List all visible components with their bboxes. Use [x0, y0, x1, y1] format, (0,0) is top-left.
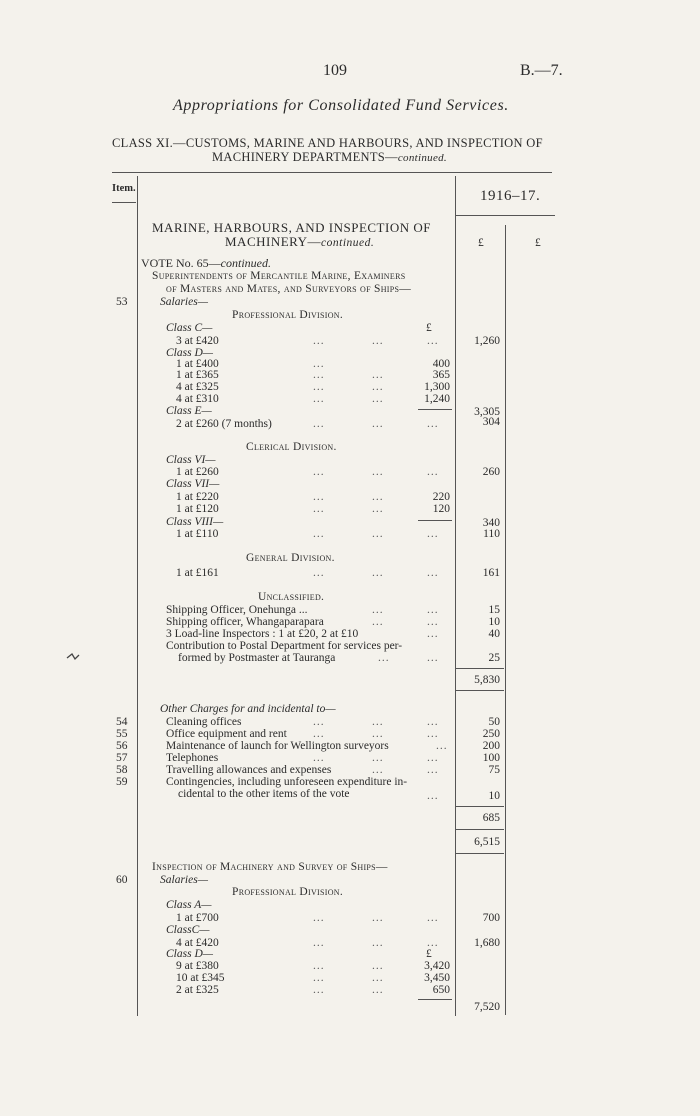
dots: ... — [372, 604, 384, 616]
item-number-53: 53 — [116, 296, 128, 308]
dots: ... — [313, 567, 325, 579]
dots: ... — [313, 912, 325, 924]
class-heading-main: MACHINERY DEPARTMENTS— — [212, 150, 398, 164]
other-charge-amount: 250 — [482, 728, 500, 740]
dots: ... — [372, 616, 384, 628]
class-d-amount: 3,420 — [424, 960, 450, 972]
class-c-amount: 1,680 — [474, 937, 500, 949]
dots: ... — [427, 418, 439, 430]
dots: ... — [313, 752, 325, 764]
professional-division-heading: Professional Division. — [232, 309, 344, 321]
unclassified-amount: 25 — [488, 652, 500, 664]
dots: ... — [427, 937, 439, 949]
dots: ... — [372, 381, 384, 393]
dots: ... — [427, 628, 439, 640]
dots: ... — [427, 567, 439, 579]
subtotal-rule — [418, 409, 452, 410]
section-title-line2 — [225, 234, 374, 250]
class-e-amount: 304 — [482, 416, 500, 428]
class-a-label: Class A— — [166, 899, 212, 911]
class-d-amount: 650 — [432, 984, 450, 996]
dots: ... — [313, 491, 325, 503]
class-d-row: 1 at £400 — [176, 358, 219, 370]
dots: ... — [313, 381, 325, 393]
dots: ... — [313, 984, 325, 996]
class-d-label: Class D— — [166, 948, 213, 960]
vote-total: 6,515 — [474, 836, 500, 848]
other-charges-heading: Other Charges for and incidental to— — [160, 703, 336, 715]
class-vi-row: 1 at £260 — [176, 466, 219, 478]
unclassified-amount: 10 — [488, 616, 500, 628]
salaries-label: Salaries— — [160, 296, 208, 308]
dots: ... — [372, 912, 384, 924]
class-e-row: 2 at £260 (7 months) — [176, 418, 272, 430]
unclassified-row-continuation: formed by Postmaster at Tauranga — [178, 652, 336, 664]
section-title-main: MACHINERY— — [225, 234, 322, 249]
dots: ... — [427, 764, 439, 776]
dots: ... — [372, 567, 384, 579]
dots: ... — [427, 528, 439, 540]
class-d-row: 10 at £345 — [176, 972, 225, 984]
vote-continued: continued. — [220, 256, 271, 270]
other-charge-row: Contingencies, including unforeseen expenditure in- — [166, 776, 408, 788]
dots: ... — [313, 503, 325, 515]
dots: ... — [313, 418, 325, 430]
dots: ... — [427, 790, 439, 802]
dots: ... — [313, 393, 325, 405]
dots: ... — [427, 652, 439, 664]
class-heading-line2 — [212, 150, 447, 165]
dots: ... — [313, 728, 325, 740]
other-charge-row: Office equipment and rent — [166, 728, 287, 740]
item-column-header: Item. — [112, 183, 136, 194]
total-rule — [456, 806, 504, 807]
subsection-heading-line1: Superintendents of Mercantile Marine, Examiners — [152, 270, 406, 282]
page-title: Appropriations for Consolidated Fund Services. — [173, 97, 509, 114]
vote-heading — [141, 256, 271, 271]
unclassified-row: Shipping Officer, Onehunga ... — [166, 604, 308, 616]
class-c-label: Class C— — [166, 322, 213, 334]
class-heading-line1: CLASS XI.—CUSTOMS, MARINE AND HARBOURS, AND INSPECTION OF — [112, 136, 543, 150]
dots: ... — [313, 358, 325, 370]
item-number-59: 59 — [116, 776, 128, 788]
dots: ... — [313, 972, 325, 984]
unclassified-row: Shipping officer, Whangaparapara — [166, 616, 324, 628]
clerical-division-heading: Clerical Division. — [246, 441, 337, 453]
class-vii-row: 1 at £220 — [176, 491, 219, 503]
margin-mark-icon — [66, 652, 80, 662]
class-a-amount: 700 — [482, 912, 500, 924]
total-rule — [456, 690, 504, 691]
class-d-row: 2 at £325 — [176, 984, 219, 996]
pound-header-1: £ — [478, 237, 484, 249]
dots: ... — [372, 972, 384, 984]
other-charge-amount: 200 — [482, 740, 500, 752]
class-a-row: 1 at £700 — [176, 912, 219, 924]
subsection-heading-line2: of Masters and Mates, and Surveyors of Ships— — [166, 283, 412, 295]
other-charge-amount: 50 — [488, 716, 500, 728]
dots: ... — [372, 937, 384, 949]
dots: ... — [313, 335, 325, 347]
section-title-line1: MARINE, HARBOURS, AND INSPECTION OF — [152, 220, 431, 235]
class-d-amount: 1,300 — [424, 381, 450, 393]
unclassified-row: 3 Load-line Inspectors : 1 at £20, 2 at £10 — [166, 628, 359, 640]
dots: ... — [372, 491, 384, 503]
general-division-amount: 161 — [482, 567, 500, 579]
dots: ... — [372, 418, 384, 430]
amount-column-rule-left — [455, 176, 456, 1016]
item-number: 57 — [116, 752, 128, 764]
dots: ... — [372, 503, 384, 515]
dots: ... — [372, 752, 384, 764]
other-charges-total: 685 — [482, 812, 500, 824]
class-d-amount: 400 — [432, 358, 450, 370]
general-division-heading: General Division. — [246, 552, 335, 564]
dots: ... — [372, 528, 384, 540]
other-charge-amount: 75 — [488, 764, 500, 776]
class-vii-label: Class VII— — [166, 478, 220, 490]
dots: ... — [372, 960, 384, 972]
dots: ... — [427, 728, 439, 740]
dots: ... — [313, 960, 325, 972]
dots: ... — [427, 616, 439, 628]
item-number: 56 — [116, 740, 128, 752]
dots: ... — [427, 466, 439, 478]
total-rule — [456, 829, 504, 830]
class-d-amount: 3,450 — [424, 972, 450, 984]
subtotal-rule — [418, 520, 452, 521]
item-number: 55 — [116, 728, 128, 740]
amount-column-rule-mid — [505, 225, 506, 1015]
dots: ... — [313, 716, 325, 728]
professional-division-heading: Professional Division. — [232, 886, 344, 898]
page-number: 109 — [323, 62, 347, 79]
dots: ... — [436, 740, 448, 752]
class-vi-label: Class VI— — [166, 454, 216, 466]
class-d-row: 4 at £325 — [176, 381, 219, 393]
class-c-amount: 1,260 — [474, 335, 500, 347]
dots: ... — [378, 652, 390, 664]
other-charge-amount: 100 — [482, 752, 500, 764]
pound-header-2: £ — [535, 237, 541, 249]
other-charge-row: Cleaning offices — [166, 716, 242, 728]
dots: ... — [372, 335, 384, 347]
dots: ... — [372, 764, 384, 776]
item-number: 54 — [116, 716, 128, 728]
unclassified-amount: 40 — [488, 628, 500, 640]
dots: ... — [372, 716, 384, 728]
other-charge-amount: 10 — [488, 790, 500, 802]
dots: ... — [372, 393, 384, 405]
dots: ... — [313, 369, 325, 381]
class-c-row: 4 at £420 — [176, 937, 219, 949]
dots: ... — [372, 466, 384, 478]
dots: ... — [372, 984, 384, 996]
dots: ... — [372, 728, 384, 740]
class-d-total: 3,305 — [474, 406, 500, 418]
class-vii-amount: 220 — [432, 491, 450, 503]
item-header-rule — [112, 202, 136, 203]
dots: ... — [427, 752, 439, 764]
item-column-rule — [137, 176, 138, 1016]
unclassified-row: Contribution to Postal Department for services per- — [166, 640, 403, 652]
class-d-amount: 1,240 — [424, 393, 450, 405]
year-header-rule — [455, 215, 555, 216]
dots: ... — [427, 716, 439, 728]
class-viii-amount: 110 — [483, 528, 500, 540]
document-reference: B.—7. — [520, 62, 563, 79]
item-number: 58 — [116, 764, 128, 776]
inspection-heading: Inspection of Machinery and Survey of Ships— — [152, 861, 388, 873]
class-e-label: Class E— — [166, 405, 212, 417]
other-charge-row: Travelling allowances and expenses — [166, 764, 332, 776]
class-vi-amount: 260 — [482, 466, 500, 478]
class-vii-amount: 120 — [432, 503, 450, 515]
class-d-row: 4 at £310 — [176, 393, 219, 405]
dots: ... — [372, 369, 384, 381]
total-rule — [456, 853, 504, 854]
inner-pound-sign: £ — [426, 948, 432, 960]
class-d-amount: 365 — [432, 369, 450, 381]
class-c-row: 3 at £420 — [176, 335, 219, 347]
class-d-row: 1 at £365 — [176, 369, 219, 381]
class-viii-row: 1 at £110 — [176, 528, 219, 540]
salaries-total: 5,830 — [474, 674, 500, 686]
unclassified-heading: Unclassified. — [258, 591, 325, 603]
section-title-continued: continued. — [321, 237, 375, 249]
class-vii-row: 1 at £120 — [176, 503, 219, 515]
dots: ... — [427, 912, 439, 924]
other-charge-row: Maintenance of launch for Wellington surveyors — [166, 740, 389, 752]
top-rule — [112, 172, 552, 173]
dots: ... — [313, 528, 325, 540]
inner-pound-sign: £ — [426, 322, 432, 334]
class-heading-continued: continued. — [397, 152, 447, 164]
salaries-label: Salaries— — [160, 874, 208, 886]
dots: ... — [313, 937, 325, 949]
subtotal-rule — [418, 999, 452, 1000]
class-d-row: 9 at £380 — [176, 960, 219, 972]
item-number-60: 60 — [116, 874, 128, 886]
other-charge-row-continuation: cidental to the other items of the vote — [178, 788, 350, 800]
class-vii-total: 340 — [482, 517, 500, 529]
class-c-label: ClassC— — [166, 924, 210, 936]
running-total: 7,520 — [474, 1001, 500, 1013]
general-division-row: 1 at £161 — [176, 567, 219, 579]
class-viii-label: Class VIII— — [166, 516, 224, 528]
dots: ... — [427, 335, 439, 347]
year-column-header: 1916–17. — [480, 188, 541, 204]
margin-mark — [66, 651, 80, 666]
total-rule — [456, 668, 504, 669]
class-d-label: Class D— — [166, 347, 213, 359]
other-charge-row: Telephones — [166, 752, 219, 764]
unclassified-amount: 15 — [488, 604, 500, 616]
dots: ... — [313, 466, 325, 478]
dots: ... — [427, 604, 439, 616]
vote-main: VOTE No. 65— — [141, 256, 221, 270]
